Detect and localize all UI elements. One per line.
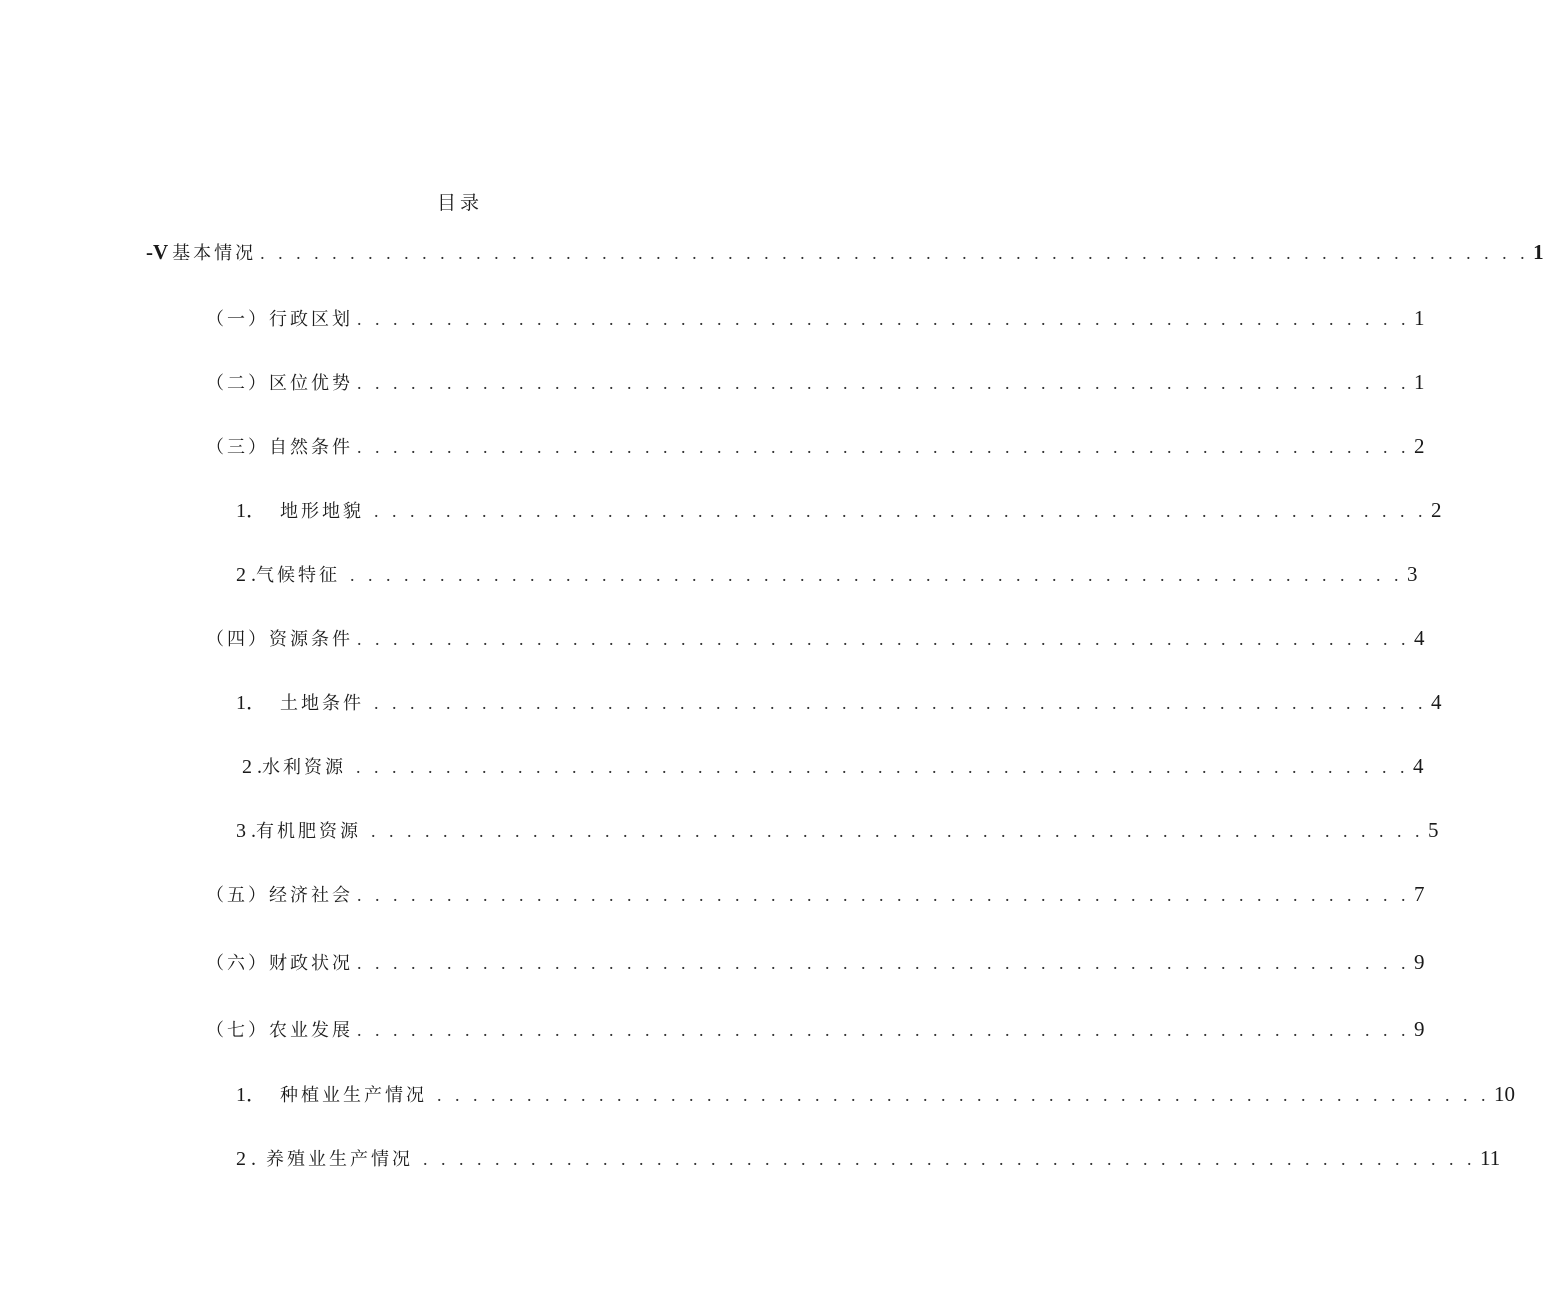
toc-leader-dots: . . . . . . . . . . . . . . . . . . . . . . . . . . . . . . . . . . . . . . . . . . . . . . . . . . . . . . . . . . . bbox=[357, 373, 1410, 393]
toc-entry-page: 5 bbox=[1428, 818, 1439, 842]
toc-entry-organic-fertilizer[interactable] bbox=[236, 817, 1439, 845]
toc-entry-page: 4 bbox=[1431, 690, 1442, 714]
toc-entry-label: 经济社会 bbox=[269, 885, 353, 906]
toc-entry-label: 农业发展 bbox=[269, 1020, 353, 1041]
toc-entry-resources[interactable] bbox=[206, 625, 1425, 653]
toc-entry-label: 资源条件 bbox=[269, 629, 353, 650]
toc-entry-label: 养殖业生产情况 bbox=[266, 1149, 413, 1170]
toc-entry-page: 1 bbox=[1533, 240, 1544, 264]
toc-entry-page: 4 bbox=[1413, 754, 1424, 778]
toc-entry-land[interactable] bbox=[236, 689, 1442, 717]
toc-entry-natural-conditions[interactable] bbox=[206, 433, 1425, 461]
toc-entry-prefix: 3 . bbox=[236, 820, 256, 842]
toc-entry-page: 2 bbox=[1414, 434, 1425, 458]
toc-entry-prefix: （七） bbox=[206, 1020, 269, 1041]
toc-entry-label: 行政区划 bbox=[269, 309, 353, 330]
toc-entry-prefix: （六） bbox=[206, 953, 269, 974]
toc-entry-basic-info[interactable] bbox=[146, 239, 1544, 267]
toc-leader-dots: . . . . . . . . . . . . . . . . . . . . . . . . . . . . . . . . . . . . . . . . . . . . . . . . . . . . . . . . . . . bbox=[350, 565, 1403, 585]
toc-entry-label: 气候特征 bbox=[256, 565, 340, 586]
page-title: 目录 bbox=[436, 192, 483, 214]
toc-entry-label: 土地条件 bbox=[280, 693, 364, 714]
toc-entry-page: 7 bbox=[1414, 882, 1425, 906]
toc-entry-label: 自然条件 bbox=[269, 437, 353, 458]
toc-entry-page: 10 bbox=[1494, 1082, 1515, 1106]
toc-leader-dots: . . . . . . . . . . . . . . . . . . . . . . . . . . . . . . . . . . . . . . . . . . . . . . . . . . . . . . . . . . . bbox=[374, 501, 1427, 521]
toc-entry-prefix: 1． bbox=[236, 1084, 266, 1106]
toc-entry-label: 种植业生产情况 bbox=[280, 1085, 427, 1106]
toc-leader-dots: . . . . . . . . . . . . . . . . . . . . . . . . . . . . . . . . . . . . . . . . . . . . . . . . . . . . . . . . . . . bbox=[437, 1085, 1490, 1105]
toc-leader-dots: . . . . . . . . . . . . . . . . . . . . . . . . . . . . . . . . . . . . . . . . . . . . . . . . . . . . . . . . . . . bbox=[357, 437, 1410, 457]
toc-entry-page: 3 bbox=[1407, 562, 1418, 586]
toc-entry-prefix: （四） bbox=[206, 629, 269, 650]
toc-leader-dots: . . . . . . . . . . . . . . . . . . . . . . . . . . . . . . . . . . . . . . . . . . . . . . . . . . . . . . . . . . . bbox=[357, 953, 1410, 973]
toc-entry-prefix: -V bbox=[146, 240, 169, 264]
toc-leader-dots: . . . . . . . . . . . . . . . . . . . . . . . . . . . . . . . . . . . . . . . . . . . . . . . . . . . . . . . . . . . bbox=[371, 821, 1424, 841]
toc-entry-label: 地形地貌 bbox=[280, 501, 364, 522]
toc-entry-crop-production[interactable] bbox=[236, 1081, 1515, 1109]
toc-entry-label: 基本情况 bbox=[172, 243, 257, 264]
toc-leader-dots: . . . . . . . . . . . . . . . . . . . . . . . . . . . . . . . . . . . . . . . . . . . . . . . . . . . . . . . . . . . . . . . . . . . . . . . bbox=[260, 243, 1530, 263]
toc-entry-terrain[interactable] bbox=[236, 497, 1442, 525]
toc-leader-dots: . . . . . . . . . . . . . . . . . . . . . . . . . . . . . . . . . . . . . . . . . . . . . . . . . . . . . . . . . . . bbox=[423, 1149, 1476, 1169]
toc-entry-prefix: 1． bbox=[236, 500, 266, 522]
toc-entry-prefix: （三） bbox=[206, 437, 269, 458]
toc-entry-prefix: 2 . bbox=[242, 756, 262, 778]
toc-leader-dots: . . . . . . . . . . . . . . . . . . . . . . . . . . . . . . . . . . . . . . . . . . . . . . . . . . . . . . . . . . . bbox=[374, 693, 1427, 713]
toc-entry-page: 9 bbox=[1414, 1017, 1425, 1041]
toc-leader-dots: . . . . . . . . . . . . . . . . . . . . . . . . . . . . . . . . . . . . . . . . . . . . . . . . . . . . . . . . . . . bbox=[357, 629, 1410, 649]
toc-entry-admin-division[interactable] bbox=[206, 305, 1425, 333]
toc-entry-label: 财政状况 bbox=[269, 953, 353, 974]
toc-leader-dots: . . . . . . . . . . . . . . . . . . . . . . . . . . . . . . . . . . . . . . . . . . . . . . . . . . . . . . . . . . . bbox=[356, 757, 1409, 777]
toc-entry-page: 2 bbox=[1431, 498, 1442, 522]
toc-entry-finance[interactable] bbox=[206, 949, 1425, 977]
toc-entry-page: 4 bbox=[1414, 626, 1425, 650]
toc-entry-prefix: 1． bbox=[236, 692, 266, 714]
toc-entry-economy-society[interactable] bbox=[206, 881, 1425, 909]
toc-entry-label: 有机肥资源 bbox=[256, 821, 361, 842]
toc-entry-water[interactable] bbox=[242, 753, 1424, 781]
toc-leader-dots: . . . . . . . . . . . . . . . . . . . . . . . . . . . . . . . . . . . . . . . . . . . . . . . . . . . . . . . . . . . bbox=[357, 885, 1410, 905]
toc-entry-label: 区位优势 bbox=[269, 373, 353, 394]
toc-entry-livestock-production[interactable] bbox=[236, 1145, 1501, 1173]
toc-entry-page: 9 bbox=[1414, 950, 1425, 974]
toc-leader-dots: . . . . . . . . . . . . . . . . . . . . . . . . . . . . . . . . . . . . . . . . . . . . . . . . . . . . . . . . . . . bbox=[357, 309, 1410, 329]
toc-entry-prefix: 2 . bbox=[236, 564, 256, 586]
toc-entry-prefix: （二） bbox=[206, 373, 269, 394]
toc-entry-prefix: （五） bbox=[206, 885, 269, 906]
toc-entry-prefix: （一） bbox=[206, 309, 269, 330]
toc-entry-agriculture[interactable] bbox=[206, 1016, 1425, 1044]
toc-entry-label: 水利资源 bbox=[262, 757, 346, 778]
toc-entry-location-advantage[interactable] bbox=[206, 369, 1425, 397]
toc-entry-climate[interactable] bbox=[236, 561, 1418, 589]
toc-entry-page: 1 bbox=[1414, 370, 1425, 394]
toc-leader-dots: . . . . . . . . . . . . . . . . . . . . . . . . . . . . . . . . . . . . . . . . . . . . . . . . . . . . . . . . . . . bbox=[357, 1020, 1410, 1040]
toc-entry-page: 11 bbox=[1480, 1146, 1501, 1170]
toc-entry-prefix: 2 . bbox=[236, 1148, 256, 1170]
toc-entry-page: 1 bbox=[1414, 306, 1425, 330]
